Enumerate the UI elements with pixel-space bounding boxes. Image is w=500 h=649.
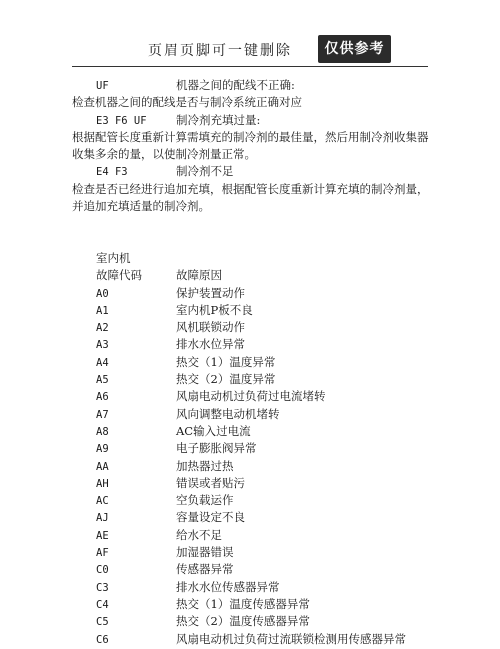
fault-reason: 热交（2）温度传感器异常 [176, 614, 310, 629]
error-description: 制冷剂充填过量: [176, 112, 261, 127]
table-row [72, 561, 432, 578]
fault-code: C5 [96, 616, 109, 629]
fault-code: C6 [96, 633, 109, 646]
table-row [72, 544, 432, 561]
fault-reason: 风扇电动机过负荷过电流堵转 [176, 389, 326, 404]
table-row [72, 631, 432, 648]
fault-code: A9 [96, 443, 109, 456]
table-row [72, 423, 432, 440]
error-detail: 检查是否已经进行追加充填，根据配管长度重新计算充填的制冷剂量，并追加充填适量的制冷剂。 [72, 181, 429, 214]
error-description: 机器之间的配线不正确: [176, 78, 295, 92]
fault-reason: AC输入过电流 [176, 423, 251, 438]
error-heading [72, 163, 432, 180]
fault-code: AJ [96, 512, 109, 525]
fault-code: A3 [96, 339, 109, 352]
table-row [72, 440, 432, 457]
fault-code: A8 [96, 425, 109, 438]
error-detail: 检查机器之间的配线是否与制冷系统正确对应 [72, 95, 302, 110]
fault-reason: 错误或者贴污 [176, 475, 245, 490]
column-header-reason: 故障原因 [176, 268, 222, 283]
table-row [72, 492, 432, 509]
fault-code: A0 [96, 287, 109, 300]
fault-reason: 加热器过热 [176, 458, 234, 473]
header-divider [72, 66, 428, 67]
fault-reason: 容量设定不良 [176, 510, 245, 525]
fault-reason: 热交（2）温度异常 [176, 372, 276, 387]
error-block [72, 112, 432, 164]
fault-reason: 风向调整电动机堵转 [176, 406, 280, 421]
error-block [72, 77, 432, 112]
spacer [72, 215, 432, 232]
fault-reason: 热交（1）温度异常 [176, 354, 276, 369]
fault-code: A5 [96, 374, 109, 387]
table-row [72, 509, 432, 526]
page-header [0, 0, 500, 70]
fault-reason: 室内机P板不良 [176, 302, 253, 317]
error-code: UF [96, 80, 109, 92]
fault-code: A1 [96, 304, 109, 317]
error-heading [72, 77, 432, 94]
table-row [72, 596, 432, 613]
fault-reason: 保护装置动作 [176, 285, 245, 300]
table-row [72, 371, 432, 388]
fault-reason: 电子膨胀阀异常 [176, 441, 257, 456]
fault-reason: 给水不足 [176, 527, 222, 542]
reference-badge [318, 35, 391, 63]
fault-reason: 排水水位传感器异常 [176, 579, 280, 594]
spacer [72, 233, 432, 250]
fault-code: C3 [96, 581, 109, 594]
error-code: E4 F3 [96, 166, 128, 179]
table-row [72, 354, 432, 371]
fault-reason: 空负载运作 [176, 493, 234, 508]
column-header-code: 故障代码 [96, 268, 142, 283]
fault-code: A4 [96, 356, 109, 369]
table-row [72, 285, 432, 302]
table-row [72, 336, 432, 353]
table-row [72, 613, 432, 630]
table-row [72, 458, 432, 475]
fault-code: A6 [96, 391, 109, 404]
table-row [72, 579, 432, 596]
error-detail: 根据配管长度重新计算需填充的制冷剂的最佳量，然后用制冷剂收集器收集多余的量，以使制冷剂量正常。 [72, 129, 429, 162]
fault-code: C0 [96, 564, 109, 577]
table-row [72, 388, 432, 405]
fault-code: AE [96, 529, 109, 542]
table-row [72, 527, 432, 544]
table-row [72, 319, 432, 336]
error-code: E3 F6 UF [96, 114, 147, 127]
fault-code: C4 [96, 598, 109, 611]
fault-reason: 风扇电动机过负荷过流联锁检测用传感器异常 [176, 631, 406, 646]
fault-reason: 传感器异常 [176, 562, 234, 577]
fault-code: AC [96, 495, 109, 508]
fault-code: AH [96, 477, 109, 490]
fault-reason: 热交（1）温度传感器异常 [176, 596, 310, 611]
table-row [72, 475, 432, 492]
fault-reason: 加湿器错误 [176, 545, 234, 560]
error-block [72, 163, 432, 215]
table-row [72, 406, 432, 423]
fault-code-list [72, 285, 432, 648]
document-body [72, 77, 432, 648]
fault-reason: 风机联锁动作 [176, 320, 245, 335]
table-header [72, 267, 432, 284]
error-description: 制冷剂不足 [176, 164, 234, 179]
fault-code: A7 [96, 408, 109, 421]
error-heading [72, 112, 432, 129]
section-title: 室内机 [96, 250, 131, 265]
reference-badge-label: 仅供参考 [324, 41, 385, 57]
table-row [72, 302, 432, 319]
header-title: 页眉页脚可一键删除 [148, 43, 292, 59]
fault-code: AF [96, 547, 109, 560]
fault-code: AA [96, 460, 109, 473]
fault-reason: 排水水位异常 [176, 337, 245, 352]
fault-code: A2 [96, 322, 109, 335]
